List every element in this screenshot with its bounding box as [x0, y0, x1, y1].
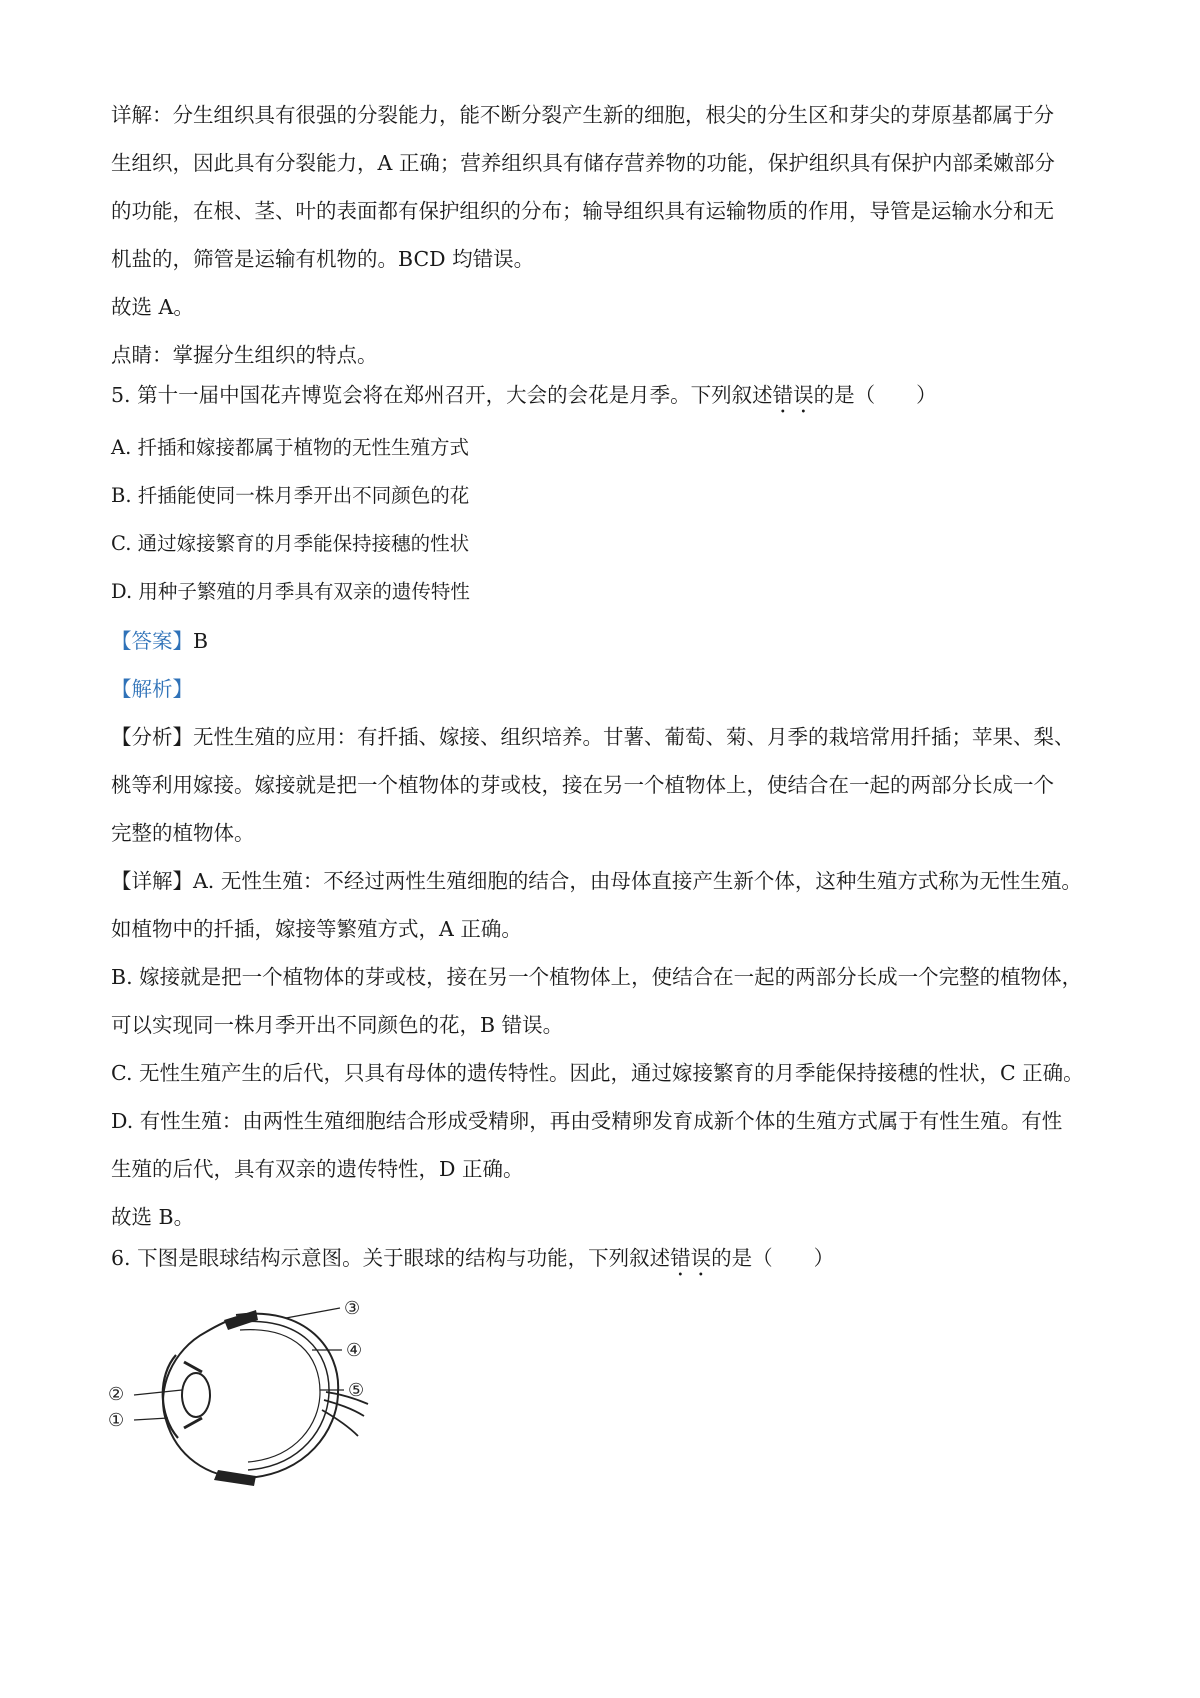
lens-outline [182, 1373, 210, 1417]
answer-tag: 【答案】 [111, 629, 193, 653]
leader-line-1 [134, 1418, 168, 1420]
explanation-line: 生组织，因此具有分裂能力，A 正确；营养组织具有储存营养物的功能，保护组织具有保护内部柔嫩部分 [111, 151, 1055, 175]
detail-line: C. 无性生殖产生的后代，只具有母体的遗传特性。因此，通过嫁接繁育的月季能保持接穗的性状，C 正确。 [111, 1061, 1084, 1085]
label-3: ③ [344, 1298, 361, 1319]
stem-emphasis: 错误 [670, 1246, 712, 1270]
option-d: D. 用种子繁殖的月季具有双亲的遗传特性 [111, 580, 470, 603]
option-b: B. 扦插能使同一株月季开出不同颜色的花 [111, 484, 470, 507]
question-6-stem [111, 1243, 1101, 1281]
stem-emphasis: 错误 [772, 383, 814, 407]
explanation-line: 详解：分生组织具有很强的分裂能力，能不断分裂产生新的细胞，根尖的分生区和芽尖的芽原基都属于分 [111, 103, 1054, 127]
detail-line: B. 嫁接就是把一个植物体的芽或枝，接在另一个植物体上，使结合在一起的两部分长成一个完整的植物体， [111, 965, 1083, 989]
muscle-bottom [214, 1470, 256, 1486]
analysis-line: 【分析】无性生殖的应用：有扦插、嫁接、组织培养。甘薯、葡萄、菊、月季的栽培常用扦插；苹果、梨、 [111, 725, 1075, 749]
question-5-stem [111, 380, 1101, 418]
answer-value: B [193, 629, 209, 653]
option-a: A. 扦插和嫁接都属于植物的无性生殖方式 [111, 436, 469, 459]
analysis-tag: 【解析】 [111, 677, 193, 701]
explanation-line: 机盐的，筛管是运输有机物的。BCD 均错误。 [111, 247, 535, 271]
detail-line: D. 有性生殖：由两性生殖细胞结合形成受精卵，再由受精卵发育成新个体的生殖方式属于有性生殖。有性 [111, 1109, 1063, 1133]
tip-line: 点睛：掌握分生组织的特点。 [111, 343, 378, 367]
analysis-line: 桃等利用嫁接。嫁接就是把一个植物体的芽或枝，接在另一个植物体上，使结合在一起的两部分长成一个 [111, 773, 1054, 797]
label-2: ② [108, 1384, 125, 1405]
stem-text: 的是（ ） [711, 1246, 835, 1270]
conclusion-line: 故选 A。 [111, 295, 194, 319]
analysis-line: 完整的植物体。 [111, 821, 255, 845]
label-5: ⑤ [348, 1380, 365, 1401]
label-4: ④ [346, 1340, 363, 1361]
detail-line: 生殖的后代，具有双亲的遗传特性，D 正确。 [111, 1157, 524, 1181]
answer-line [111, 626, 1101, 656]
option-c: C. 通过嫁接繁育的月季能保持接穗的性状 [111, 532, 470, 555]
detail-line: 【详解】A. 无性生殖：不经过两性生殖细胞的结合，由母体直接产生新个体，这种生殖方式称为无性生殖。 [111, 869, 1082, 893]
stem-text: 5. 第十一届中国花卉博览会将在郑州召开，大会的会花是月季。下列叙述 [111, 383, 773, 407]
explanation-line: 的功能，在根、茎、叶的表面都有保护组织的分布；输导组织具有运输物质的作用，导管是运输水分和无 [111, 199, 1054, 223]
detail-line: 如植物中的扦插，嫁接等繁殖方式，A 正确。 [111, 917, 522, 941]
leader-line-2 [134, 1390, 182, 1395]
front-outline [163, 1317, 238, 1420]
eyeball-diagram [106, 1280, 406, 1500]
conclusion-line: 故选 B。 [111, 1205, 195, 1229]
muscle-top [224, 1310, 258, 1330]
iris-marks [184, 1362, 202, 1428]
leader-line-3 [286, 1308, 340, 1318]
label-1: ① [108, 1410, 125, 1431]
stem-text: 的是（ ） [813, 383, 937, 407]
stem-text: 6. 下图是眼球结构示意图。关于眼球的结构与功能，下列叙述 [111, 1246, 671, 1270]
sclera-outline [166, 1314, 338, 1478]
detail-line: 可以实现同一株月季开出不同颜色的花，B 错误。 [111, 1013, 564, 1037]
